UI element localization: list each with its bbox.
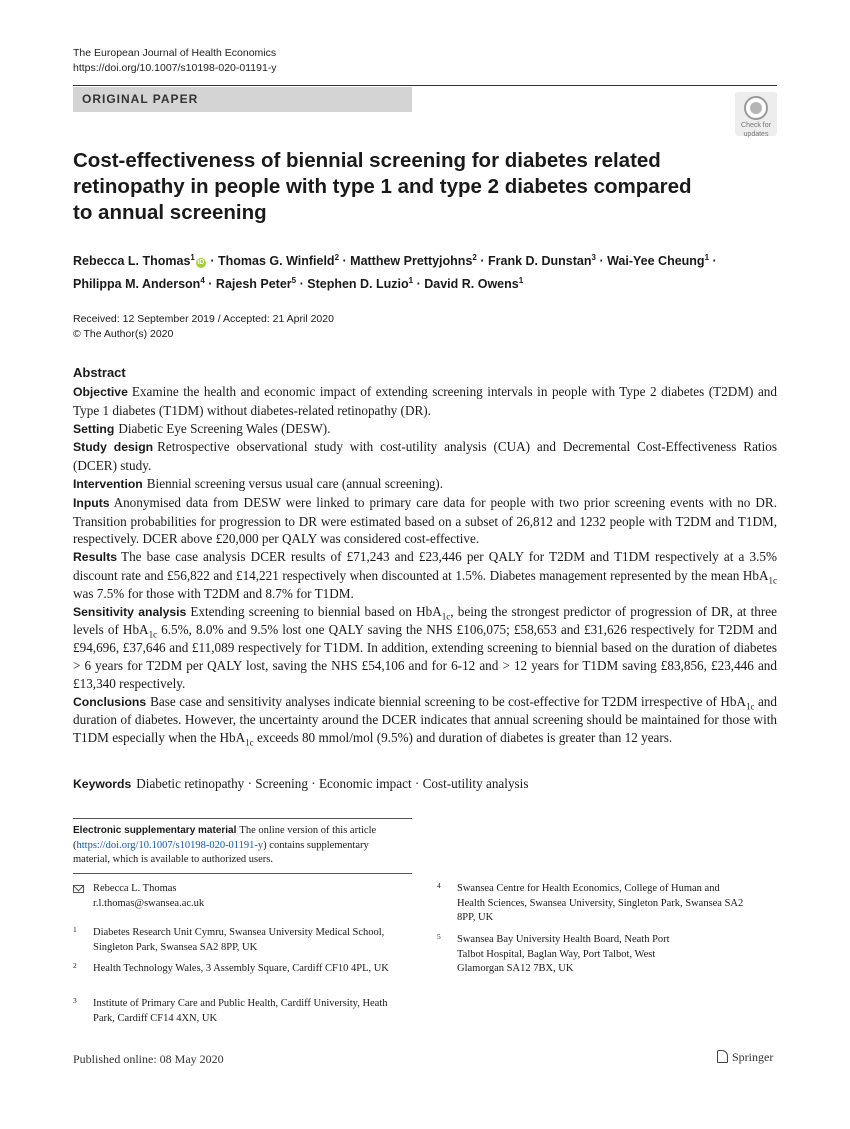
orcid-icon[interactable]: iD bbox=[197, 259, 205, 267]
keywords-label: Keywords bbox=[73, 777, 132, 791]
esm-doi-link[interactable]: https://doi.org/10.1007/s10198-020-01191-y bbox=[76, 839, 264, 851]
author-name[interactable]: Rajesh Peter bbox=[215, 277, 292, 292]
copyright: © The Author(s) 2020 bbox=[73, 328, 174, 340]
header-rule bbox=[73, 85, 777, 86]
abstract-label: Inputs bbox=[73, 495, 110, 510]
abstract-design bbox=[73, 438, 777, 475]
affiliation-number: 2 bbox=[73, 961, 77, 970]
section-label: ORIGINAL PAPER bbox=[82, 92, 199, 106]
author-separator: · bbox=[299, 277, 304, 292]
author-separator: · bbox=[599, 254, 604, 269]
check-updates-line1: Check for bbox=[741, 122, 771, 129]
hba-subscript: 1c bbox=[768, 575, 777, 586]
affiliation-4 bbox=[437, 882, 767, 927]
abstract-setting bbox=[73, 420, 777, 439]
author-line-1 bbox=[73, 248, 793, 271]
author-affiliation-ref: 1 bbox=[408, 276, 414, 286]
author-affiliation-ref: 1 bbox=[518, 276, 524, 286]
affiliation-number: 3 bbox=[73, 996, 77, 1005]
abstract-label: Intervention bbox=[73, 476, 143, 491]
author-line-2 bbox=[73, 271, 793, 294]
author-separator: · bbox=[416, 277, 421, 292]
correspondence-email[interactable]: r.l.thomas@swansea.ac.uk bbox=[93, 897, 205, 909]
envelope-icon bbox=[73, 885, 84, 893]
publisher-name: Springer bbox=[732, 1050, 774, 1064]
author-affiliation-ref: 5 bbox=[291, 276, 297, 286]
affiliation-2 bbox=[73, 962, 403, 992]
affiliation-text: Diabetes Research Unit Cymru, Swansea University Medical School, Singleton Park, Swansea SA2 8PP, UK bbox=[93, 927, 385, 953]
author-affiliation-ref: 2 bbox=[334, 253, 340, 262]
author-affiliation-ref: 2 bbox=[472, 253, 477, 262]
abstract-label: Setting bbox=[73, 421, 115, 436]
supplementary-material-note bbox=[73, 824, 403, 868]
hba-subscript: 1c bbox=[746, 701, 755, 712]
esm-label: Electronic supplementary material bbox=[73, 825, 237, 836]
abstract-text: The base case analysis DCER results of £71,243 and £23,446 per QALY for T2DM and T1DM respectively at a 3.5% discount rate and £56,822 and £14,221 respectively when discounted at 1.5%. Diabetes management represented by the mean HbA bbox=[73, 549, 777, 583]
affiliation-3 bbox=[73, 997, 403, 1027]
correspondence-name: Rebecca L. Thomas bbox=[93, 883, 177, 894]
affiliation-number: 4 bbox=[437, 881, 441, 890]
abstract-text: 6.5%, 8.0% and 9.5% lost one QALY saving the NHS £106,075; £58,653 and £31,626 respectively for T2DM and £94,696, £37,646 and £11,089 respectively for T1DM. In addition, extending screening to biennial based on the duration of diabetes > 6 years for T2DM per QALY lost, saving the NHS £54,106 and for 6-12 and > 12 years for T1DM saving £83,856, £23,446 and £13,340 respectively. bbox=[73, 622, 777, 691]
check-updates-line2: updates bbox=[743, 131, 769, 138]
affiliation-text: Health Technology Wales, 3 Assembly Square, Cardiff CF10 4PL, UK bbox=[93, 963, 389, 974]
footnote-rule bbox=[73, 818, 412, 819]
author-separator: · bbox=[208, 277, 213, 292]
section-label-bar bbox=[73, 87, 412, 112]
esm-text: ) contains supplementary material, which is available to authorized users. bbox=[73, 839, 369, 865]
abstract-text: Diabetic Eye Screening Wales (DESW). bbox=[118, 420, 331, 436]
check-updates-icon bbox=[744, 96, 768, 120]
abstract-label: Study design bbox=[73, 440, 154, 455]
author-affiliation-ref: 1 bbox=[190, 253, 195, 262]
affiliation-number: 1 bbox=[73, 925, 77, 934]
hba-subscript: 1c bbox=[245, 737, 254, 748]
affiliation-text: Swansea Bay University Health Board, Neath Port Talbot Hospital, Baglan Way, Port Talbot, West Glamorgan SA12 7BX, UK bbox=[457, 934, 670, 974]
abstract-heading: Abstract bbox=[73, 365, 126, 380]
title-line-2: retinopathy in people with type 1 and type 2 diabetes compared bbox=[73, 175, 692, 198]
journal-doi[interactable]: https://doi.org/10.1007/s10198-020-01191-y bbox=[73, 62, 277, 74]
abstract-text: , being the strongest predictor of progression of DR, at three levels of HbA bbox=[73, 603, 777, 638]
author-name[interactable]: Rebecca L. Thomas bbox=[73, 254, 191, 269]
abstract-text: Base case and sensitivity analyses indicate biennial screening to be cost-effective for T2DM irrespective of HbA bbox=[150, 693, 747, 709]
affiliation-text: Swansea Centre for Health Economics, College of Human and Health Sciences, Swansea University, Singleton Park, Swansea SA2 8PP, UK bbox=[457, 883, 744, 923]
abstract-inputs bbox=[73, 494, 777, 548]
check-for-updates-badge[interactable] bbox=[735, 92, 777, 136]
author-name[interactable]: Matthew Prettyjohns bbox=[350, 254, 473, 269]
author-affiliation-ref: 4 bbox=[200, 276, 205, 286]
paper-title bbox=[73, 148, 733, 226]
published-online: Published online: 08 May 2020 bbox=[73, 1052, 224, 1066]
author-affiliation-ref: 3 bbox=[591, 253, 596, 262]
abstract-sensitivity bbox=[73, 603, 777, 693]
author-affiliation-ref: 1 bbox=[704, 253, 710, 262]
article-dates bbox=[73, 312, 334, 342]
abstract-text: Retrospective observational study with cost-utility analysis (CUA) and Decremental Cost-Effectiveness Ratios (DCER) study. bbox=[73, 439, 777, 474]
keywords bbox=[73, 776, 528, 792]
affiliation-5 bbox=[437, 933, 767, 978]
title-line-1: Cost-effectiveness of biennial screening for diabetes related bbox=[73, 149, 661, 172]
abstract-body bbox=[73, 383, 777, 747]
received-accepted: Received: 12 September 2019 / Accepted: 21 April 2020 bbox=[73, 313, 334, 325]
author-separator: · bbox=[342, 254, 347, 269]
author-separator: · bbox=[712, 254, 717, 269]
esm-text: The online version of this article ( bbox=[73, 825, 377, 851]
abstract-label: Objective bbox=[73, 385, 128, 399]
affiliation-rule bbox=[73, 873, 412, 874]
affiliation-number: 5 bbox=[437, 932, 441, 941]
affiliation-1 bbox=[73, 926, 403, 956]
author-name[interactable]: Thomas G. Winfield bbox=[218, 254, 335, 269]
hba-subscript: 1c bbox=[441, 611, 451, 622]
author-separator: · bbox=[210, 254, 215, 269]
title-line-3: to annual screening bbox=[73, 201, 267, 224]
abstract-text: Examine the health and economic impact of extending screening intervals in people with Type 2 diabetes (T2DM) and Type 1 diabetes (T1DM) without diabetes-related retinopathy (DR). bbox=[73, 384, 777, 418]
publisher-logo bbox=[717, 1050, 773, 1065]
abstract-text: exceeds 80 mmol/mol (9.5%) and duration of diabetes is greater than 12 years. bbox=[253, 730, 673, 746]
abstract-conclusions bbox=[73, 693, 777, 747]
author-name[interactable]: Frank D. Dunstan bbox=[488, 254, 592, 269]
affiliation-text: Institute of Primary Care and Public Health, Cardiff University, Heath Park, Cardiff CF14 4XN, UK bbox=[93, 998, 388, 1024]
abstract-text: and duration of diabetes. However, the uncertainty around the DCER indicates that annual screening should be maintained for those with T1DM especially when the HbA bbox=[73, 693, 777, 746]
abstract-label: Sensitivity analysis bbox=[73, 604, 187, 619]
author-separator: · bbox=[480, 254, 485, 269]
abstract-text: Biennial screening versus usual care (annual screening). bbox=[146, 475, 443, 491]
springer-horse-icon bbox=[717, 1050, 728, 1063]
abstract-label: Results bbox=[73, 550, 118, 565]
author-name[interactable]: David R. Owens bbox=[424, 277, 519, 292]
author-name[interactable]: Stephen D. Luzio bbox=[307, 277, 409, 292]
author-name[interactable]: Philippa M. Anderson bbox=[73, 277, 201, 292]
keywords-text: Diabetic retinopathy · Screening · Economic impact · Cost-utility analysis bbox=[136, 776, 529, 791]
correspondence bbox=[73, 882, 403, 912]
abstract-label: Conclusions bbox=[73, 694, 147, 709]
abstract-text: was 7.5% for those with T2DM and 8.7% for T1DM. bbox=[73, 585, 354, 601]
abstract-objective bbox=[73, 383, 777, 420]
abstract-results bbox=[73, 548, 777, 602]
hba-subscript: 1c bbox=[148, 630, 158, 640]
journal-header bbox=[73, 46, 277, 76]
abstract-text: Anonymised data from DESW were linked to primary care data for people with two prior screening events with no DR. Transition probabilities for progression to DR were estimated based on a subset of 26,812 and 1232 people with T2DM and T1DM, respectively. DCER above £20,000 per QALY was considered cost-effective. bbox=[73, 494, 777, 547]
author-name[interactable]: Wai-Yee Cheung bbox=[607, 254, 705, 269]
abstract-intervention bbox=[73, 475, 777, 494]
abstract-text: Extending screening to biennial based on HbA bbox=[190, 603, 442, 619]
author-list bbox=[73, 248, 793, 294]
journal-name: The European Journal of Health Economics bbox=[73, 47, 277, 59]
